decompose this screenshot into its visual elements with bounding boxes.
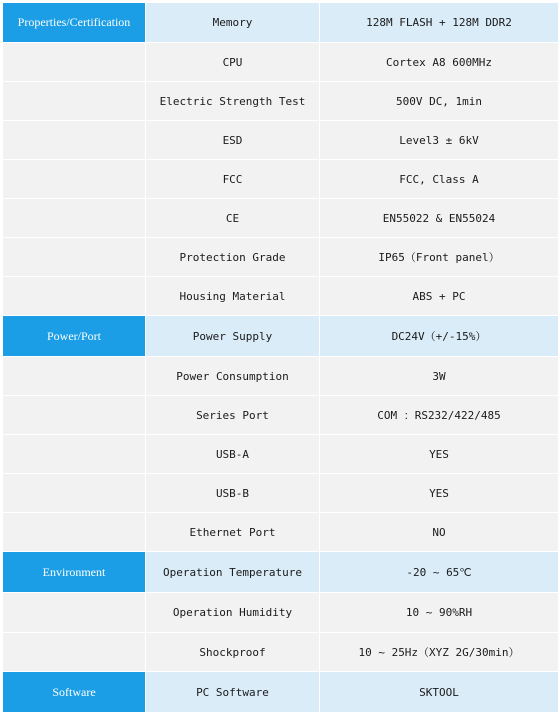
table-row	[3, 238, 559, 277]
category-blank-cell	[3, 513, 146, 552]
param-cell: Power Consumption	[146, 357, 320, 396]
value-cell: Level3 ± 6kV	[320, 121, 559, 160]
value-cell: 10 ~ 25Hz（XYZ 2G/30min）	[320, 633, 559, 672]
table-row	[3, 277, 559, 316]
category-blank-cell	[3, 435, 146, 474]
table-row	[3, 552, 559, 593]
table-row	[3, 474, 559, 513]
param-cell: Ethernet Port	[146, 513, 320, 552]
param-cell: Series Port	[146, 396, 320, 435]
table-row	[3, 357, 559, 396]
table-row	[3, 513, 559, 552]
category-cell: Properties/Certification	[3, 3, 146, 43]
category-cell: Power/Port	[3, 316, 146, 357]
param-cell: Memory	[146, 3, 320, 43]
value-cell: FCC, Class A	[320, 160, 559, 199]
value-cell: COM ：RS232/422/485	[320, 396, 559, 435]
category-blank-cell	[3, 593, 146, 633]
value-cell: NO	[320, 513, 559, 552]
category-blank-cell	[3, 238, 146, 277]
category-blank-cell	[3, 160, 146, 199]
param-cell: CE	[146, 199, 320, 238]
category-blank-cell	[3, 82, 146, 121]
category-blank-cell	[3, 357, 146, 396]
category-blank-cell	[3, 199, 146, 238]
value-cell: 3W	[320, 357, 559, 396]
value-cell: SKTOOL	[320, 672, 559, 713]
spec-table	[2, 2, 559, 713]
category-blank-cell	[3, 277, 146, 316]
value-cell: 500V DC, 1min	[320, 82, 559, 121]
param-cell: CPU	[146, 43, 320, 82]
category-blank-cell	[3, 43, 146, 82]
category-blank-cell	[3, 121, 146, 160]
table-row	[3, 435, 559, 474]
param-cell: USB-B	[146, 474, 320, 513]
param-cell: Shockproof	[146, 633, 320, 672]
param-cell: ESD	[146, 121, 320, 160]
value-cell: Cortex A8 600MHz	[320, 43, 559, 82]
value-cell: IP65（Front panel）	[320, 238, 559, 277]
value-cell: DC24V（+/-15%）	[320, 316, 559, 357]
table-row	[3, 199, 559, 238]
param-cell: Housing Material	[146, 277, 320, 316]
table-row	[3, 593, 559, 633]
value-cell: YES	[320, 435, 559, 474]
param-cell: USB-A	[146, 435, 320, 474]
value-cell: ABS + PC	[320, 277, 559, 316]
category-cell: Environment	[3, 552, 146, 593]
category-blank-cell	[3, 474, 146, 513]
param-cell: Operation Humidity	[146, 593, 320, 633]
value-cell: -20 ~ 65℃	[320, 552, 559, 593]
value-cell: EN55022 & EN55024	[320, 199, 559, 238]
table-row	[3, 3, 559, 43]
table-row	[3, 633, 559, 672]
table-row	[3, 160, 559, 199]
table-row	[3, 82, 559, 121]
value-cell: 128M FLASH + 128M DDR2	[320, 3, 559, 43]
param-cell: FCC	[146, 160, 320, 199]
param-cell: Electric Strength Test	[146, 82, 320, 121]
spec-table-body	[3, 3, 559, 713]
value-cell: YES	[320, 474, 559, 513]
category-cell: Software	[3, 672, 146, 713]
table-row	[3, 672, 559, 713]
table-row	[3, 121, 559, 160]
table-row	[3, 43, 559, 82]
value-cell: 10 ~ 90%RH	[320, 593, 559, 633]
param-cell: PC Software	[146, 672, 320, 713]
param-cell: Protection Grade	[146, 238, 320, 277]
param-cell: Power Supply	[146, 316, 320, 357]
table-row	[3, 396, 559, 435]
category-blank-cell	[3, 396, 146, 435]
table-row	[3, 316, 559, 357]
param-cell: Operation Temperature	[146, 552, 320, 593]
category-blank-cell	[3, 633, 146, 672]
